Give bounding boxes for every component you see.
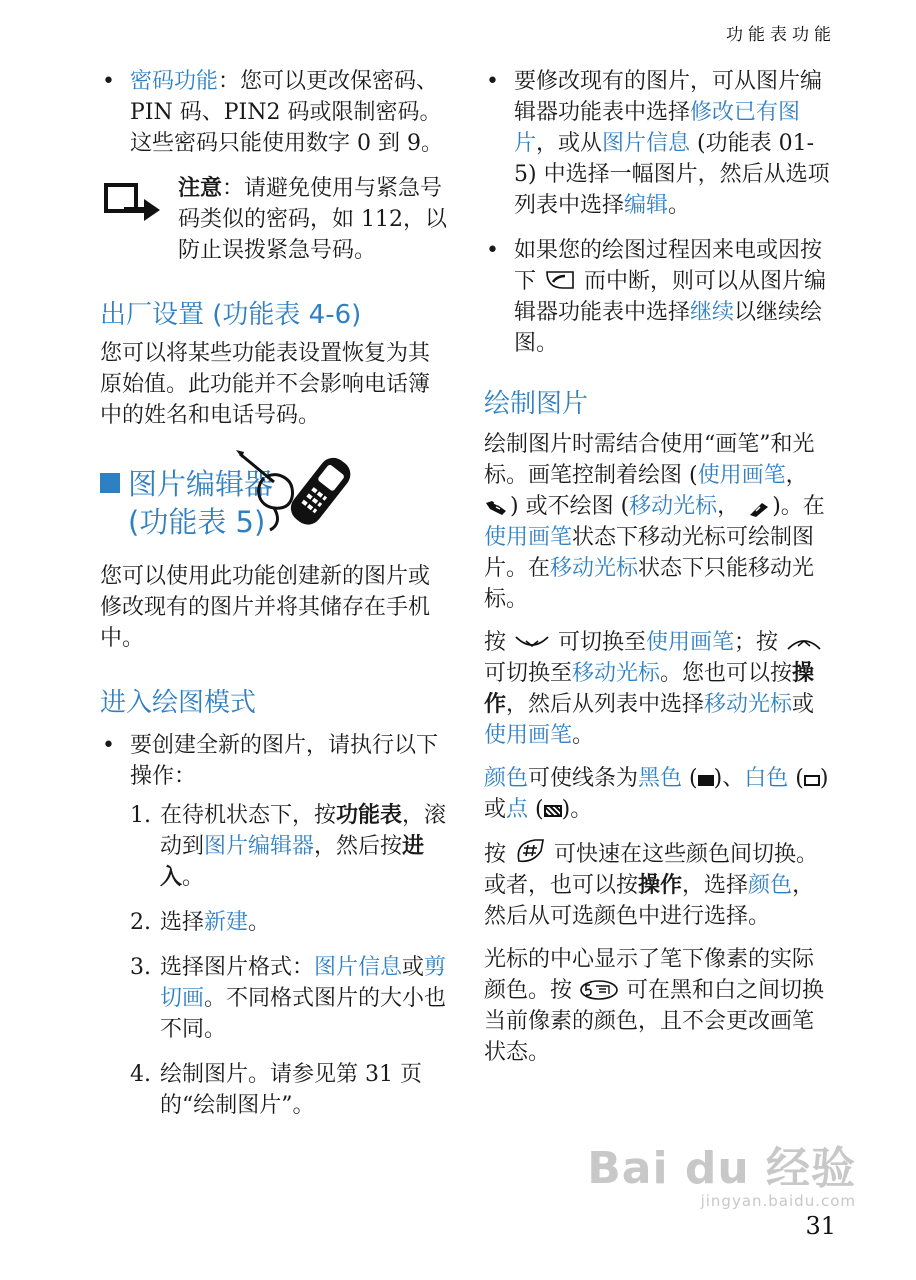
p1-use-pen-link-2[interactable]: 使用画笔: [484, 525, 573, 550]
dot-swatch-icon: [544, 805, 562, 817]
step-3-text-c: 或: [402, 955, 425, 980]
p3-color-link[interactable]: 颜色: [484, 766, 529, 791]
pen-up-icon: [746, 499, 772, 517]
step-1-text-g: 。: [182, 865, 205, 890]
create-text: 要创建全新的图片，请执行以下操作：: [130, 733, 439, 789]
end-call-key-icon: [543, 268, 577, 292]
p2-e: 可切换至: [484, 661, 573, 686]
create-list: [100, 730, 450, 1121]
p3-j: (: [528, 797, 544, 822]
p2-use-pen-link-2[interactable]: 使用画笔: [484, 723, 573, 748]
p4-color-link[interactable]: 颜色: [748, 873, 793, 898]
p2-k: 或: [792, 692, 815, 717]
drawing-paragraph-1: [484, 429, 830, 615]
create-bullet: [100, 730, 450, 1121]
p1-move-cursor-link[interactable]: 移动光标: [629, 494, 718, 519]
modify-text-c: ，或从: [536, 131, 603, 156]
picture-editor-text: 您可以使用此功能创建新的图片或修改现有的图片并将其储存在手机中。: [100, 564, 431, 651]
scroll-down-key-icon: [513, 633, 551, 653]
p2-b: 可切换至: [558, 630, 647, 655]
step-3-text-e: 。不同格式图片的大小也不同。: [160, 986, 447, 1042]
p1-i: 状态下移动光标可绘制图片。在: [484, 525, 815, 581]
interrupt-text-b: 而中断，则可以从图片编辑器功能表中选择: [514, 269, 827, 325]
watermark: [587, 1132, 856, 1210]
p3-b: 可使线条为: [528, 766, 639, 791]
heading-square-marker: [100, 473, 120, 493]
p3-e: )、: [713, 766, 745, 791]
page-number: 31: [805, 1212, 836, 1240]
p5-b: 可在黑和白之间切换当前像素的颜色，且不会更改画笔状态。: [484, 978, 825, 1065]
step-3-picture-message-link[interactable]: 图片信息: [314, 955, 403, 980]
black-swatch-icon: [698, 775, 714, 786]
p2-m: 。: [572, 723, 595, 748]
p3-h: ) 或: [484, 766, 829, 822]
factory-settings-text: 您可以将某些功能表设置恢复为其原始值。此功能并不会影响电话簿中的姓名和电话号码。: [100, 341, 431, 428]
interrupt-bullet: [484, 235, 830, 359]
watermark-url: jingyan.baidu.com: [700, 1192, 856, 1210]
note-hand-icon: [104, 181, 162, 221]
heading-factory-settings: 出厂设置 (功能表 4-6): [100, 300, 362, 330]
p3-g: (: [788, 766, 804, 791]
steps-list: [130, 800, 450, 1121]
p1-c: ，: [785, 463, 808, 488]
p1-f: ，: [717, 494, 740, 519]
p4-b: 可快速在这些颜色间切换。或者，也可以按: [484, 842, 819, 898]
step-1: [130, 800, 450, 893]
step-4-text: 绘制图片。请参见第 31 页的“绘制图片”。: [160, 1062, 422, 1118]
step-1-enter-key: 进入: [160, 833, 425, 890]
p4-options-key: 操作: [638, 872, 683, 898]
password-bullet: [100, 66, 450, 159]
modify-text-g: 。: [668, 193, 691, 218]
password-link[interactable]: 密码功能: [130, 69, 219, 94]
heading-picture-editor-line2: (功能表 5): [128, 505, 266, 539]
continue-link[interactable]: 继续: [690, 300, 735, 325]
edit-link[interactable]: 编辑: [624, 193, 669, 218]
p5-a: 光标的中心显示了笔下像素的实际颜色。按: [484, 947, 815, 1003]
p2-a: 按: [484, 630, 507, 655]
running-header: 功能表功能: [726, 25, 836, 45]
heading-picture-editor-line1: 图片编辑器: [128, 467, 274, 501]
pen-down-icon: [484, 499, 510, 517]
p1-d: ) 或不绘图 (: [510, 494, 630, 519]
step-3: [130, 952, 450, 1045]
p2-i: ，然后从列表中选择: [506, 692, 705, 717]
interrupt-text-d: 以继续绘图。: [514, 300, 823, 356]
drawing-paragraph-2: [484, 627, 830, 751]
modify-existing-link[interactable]: 修改已有图片: [514, 100, 801, 156]
p1-move-cursor-link-2[interactable]: 移动光标: [550, 556, 639, 581]
password-list: [100, 66, 450, 159]
p1-a: 绘制图片时需结合使用“画笔”和光标。画笔控制着绘图 (: [484, 432, 815, 488]
interrupt-text-a: 如果您的绘图过程因来电或因按下: [514, 238, 823, 294]
p1-g: )。在: [772, 494, 825, 519]
step-4-number: 4.: [130, 1062, 151, 1087]
right-column: [484, 66, 830, 1068]
p3-black-link[interactable]: 黑色: [638, 766, 683, 791]
p2-move-cursor-link-2[interactable]: 移动光标: [704, 692, 793, 717]
note-block: [100, 173, 450, 266]
p3-k: )。: [561, 797, 593, 822]
p2-options-key: 操作: [484, 660, 815, 717]
p1-k: 状态下只能移动光标。: [484, 556, 815, 612]
heading-drawing: 绘制图片: [484, 389, 589, 419]
modify-text-a: 要修改现有的图片，可从图片编辑器功能表中选择: [514, 69, 823, 125]
drawing-paragraph-4: [484, 837, 830, 932]
white-swatch-icon: [804, 775, 820, 786]
modify-text-e: (功能表 01-5) 中选择一幅图片，然后从选项列表中选择: [514, 131, 830, 218]
p2-g: 。您也可以按: [660, 661, 793, 686]
drawing-paragraph-3: [484, 763, 830, 825]
step-3-text-a: 选择图片格式：: [160, 955, 315, 980]
step-4: [130, 1059, 450, 1121]
phone-pen-illustration: [234, 448, 352, 532]
step-1-picture-editor-link[interactable]: 图片编辑器: [204, 834, 315, 859]
p3-dot-link[interactable]: 点: [506, 797, 529, 822]
key-5-icon: [579, 979, 619, 1001]
picture-messages-link[interactable]: 图片信息: [602, 131, 691, 156]
modify-bullet: [484, 66, 830, 221]
step-2-new-link[interactable]: 新建: [204, 910, 249, 935]
p2-d: ；按: [734, 630, 779, 655]
step-3-number: 3.: [130, 955, 151, 980]
watermark-brand: Bai du 经验: [587, 1143, 856, 1194]
hash-key-icon: [513, 837, 547, 865]
p3-d: (: [682, 766, 698, 791]
drawing-paragraph-5: [484, 944, 830, 1068]
step-2: [130, 907, 450, 938]
scroll-up-key-icon: [785, 633, 823, 653]
note-label: 注意: [178, 175, 223, 201]
left-column: [100, 66, 450, 1135]
p1-use-pen-link[interactable]: 使用画笔: [697, 463, 786, 488]
p3-white-link[interactable]: 白色: [744, 766, 789, 791]
step-2-text-a: 选择: [160, 910, 205, 935]
step-2-text-c: 。: [248, 910, 271, 935]
p4-d: ，选择: [682, 873, 749, 898]
heading-enter-draw-mode: 进入绘图模式: [100, 688, 257, 718]
note-text: ：请避免使用与紧急号码类似的密码，如 112，以防止误拨紧急号码。: [178, 176, 447, 263]
step-1-menu-key: 功能表: [336, 802, 403, 828]
step-1-text-c: ，滚动到: [160, 803, 447, 859]
modify-list: [484, 66, 830, 359]
step-1-number: 1.: [130, 803, 151, 828]
step-2-number: 2.: [130, 910, 151, 935]
step-1-text-e: ，然后按: [314, 834, 403, 859]
p4-a: 按: [484, 842, 507, 867]
step-1-text-a: 在待机状态下，按: [160, 803, 337, 828]
p2-use-pen-link[interactable]: 使用画笔: [646, 630, 735, 655]
step-3-clipart-link[interactable]: 剪切画: [160, 955, 447, 1011]
password-text: ：您可以更改保密码、PIN 码、PIN2 码或限制密码。这些密码只能使用数字 0 到 9。: [130, 69, 443, 156]
p4-f: ，然后从可选颜色中进行选择。: [484, 873, 815, 929]
p2-move-cursor-link[interactable]: 移动光标: [572, 661, 661, 686]
